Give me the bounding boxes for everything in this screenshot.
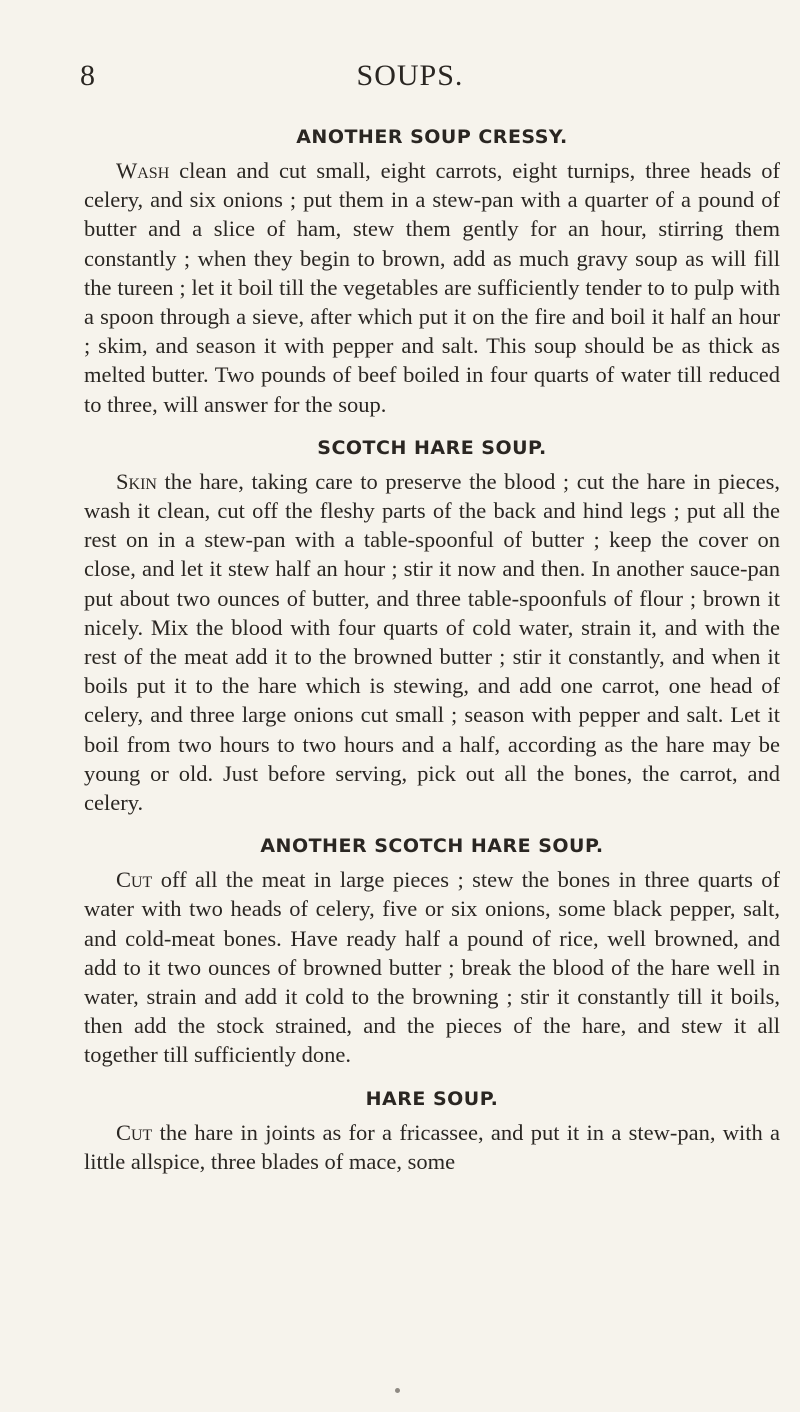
recipe-heading: SCOTCH HARE SOUP. bbox=[317, 436, 547, 459]
page-body bbox=[84, 118, 780, 1192]
recipe-scotch-hare-soup bbox=[84, 435, 780, 817]
recipe-text: the hare in joints as for a fricassee, and put it in a stew-pan, with a little allspice, three blades of mace, some bbox=[84, 1119, 780, 1174]
running-header bbox=[80, 56, 740, 96]
recipe-hare-soup bbox=[84, 1086, 780, 1176]
recipe-text: the hare, taking care to preserve the blood ; cut the hare in pieces, wash it clean, cut off the fleshy parts of the back and hind legs ; put all the rest on in a stew-pan with a table-spoonful of butter ; keep the cover on close, and let it stew half an hour ; stir it now and then. In another sauce-pan put about two ounces of butter, and three table-spoonfuls of flour ; brown it nicely. Mix the blood with four quarts of cold water, strain it, and with the rest of the meat add it to the browned butter ; stir it constantly, and when it boils put it to the hare which is stewing, and add one carrot, one head of celery, and three large onions cut small ; season with pepper and salt. Let it boil from two hours to two hours and a half, according as the hare may be young or old. Just before serving, pick out all the bones, the carrot, and celery. bbox=[84, 468, 780, 816]
recipe-heading: HARE SOUP. bbox=[365, 1087, 499, 1110]
ink-speck bbox=[395, 1388, 400, 1393]
recipe-another-scotch-hare-soup bbox=[84, 833, 780, 1069]
recipe-text: clean and cut small, eight carrots, eight turnips, three heads of celery, and six onions ; put them in a stew-pan with a quarter of a pound of butter and a slice of ham, stew them gently for an hour, stirring them constantly ; when they begin to brown, add as much gravy soup as will fill the tureen ; let it boil till the vegetables are sufficiently tender to to pulp with a spoon through a sieve, after which put it on the fire and boil it half an hour ; skim, and season it with pepper and salt. This soup should be as thick as melted butter. Two pounds of beef boiled in four quarts of water till reduced to three, will answer for the soup. bbox=[84, 158, 780, 417]
recipe-paragraph bbox=[84, 1118, 780, 1176]
recipe-heading: ANOTHER SCOTCH HARE SOUP. bbox=[260, 835, 604, 858]
recipe-text: off all the meat in large pieces ; stew the bones in three quarts of water with two heads of celery, five or six onions, some black pepper, salt, and cold-meat bones. Have ready half a pound of rice, well browned, and add to it two ounces of browned butter ; break the blood of the hare well in water, strain and add it cold to the browning ; stir it constantly till it boils, then add the stock strained, and the pieces of the hare, and stew it all together till sufficiently done. bbox=[84, 867, 780, 1068]
recipe-heading: ANOTHER SOUP CRESSY. bbox=[296, 126, 568, 148]
recipe-paragraph bbox=[84, 467, 780, 817]
recipe-paragraph bbox=[84, 865, 780, 1069]
lead-word: Wash bbox=[116, 158, 170, 183]
recipe-paragraph bbox=[84, 156, 780, 419]
lead-word: Cut bbox=[116, 1119, 153, 1145]
running-title: SOUPS. bbox=[356, 59, 464, 92]
lead-word: Cut bbox=[116, 867, 153, 893]
recipe-another-soup-cressy bbox=[84, 124, 780, 419]
lead-word: Skin bbox=[116, 468, 157, 494]
page-number: 8 bbox=[80, 59, 95, 92]
